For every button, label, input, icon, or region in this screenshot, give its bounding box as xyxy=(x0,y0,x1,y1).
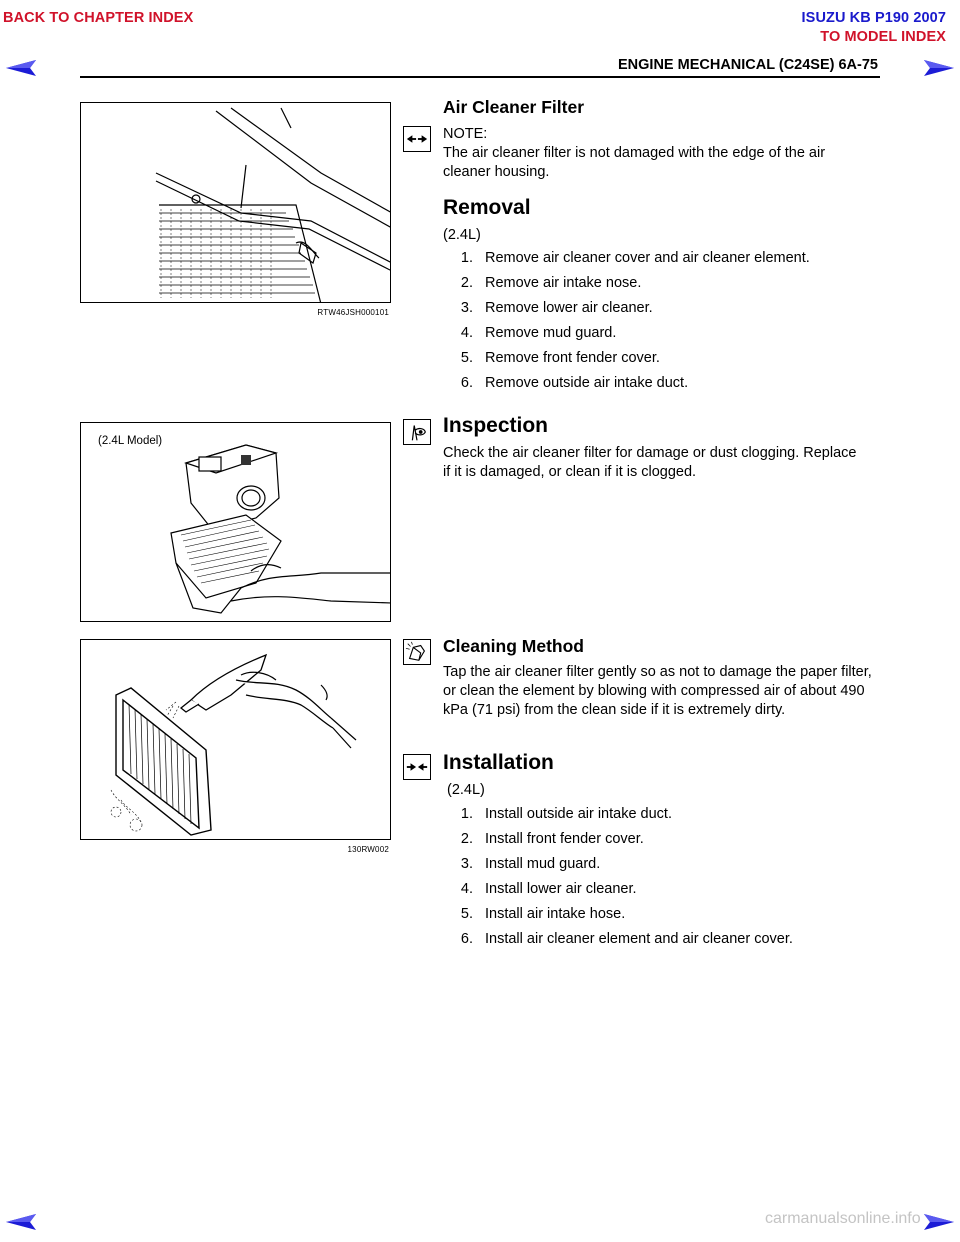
installation-steps xyxy=(443,806,883,956)
cleaning-method-heading: Cleaning Method xyxy=(443,636,584,656)
list-item: 5. Install air intake hose. xyxy=(460,906,626,922)
note-text: The air cleaner filter is not damaged with the edge of the air cleaner housing. xyxy=(443,145,826,180)
inspection-icon xyxy=(403,419,431,445)
list-item: 6. Install air cleaner element and air cleaner cover. xyxy=(460,931,793,947)
list-item: 1. Remove air cleaner cover and air cleaner element. xyxy=(460,250,810,266)
figure-caption: RTW46JSH000101 xyxy=(317,308,389,317)
cleaning-method-figure xyxy=(80,639,391,840)
watermark: carmanualsonline.info xyxy=(765,1210,921,1227)
air-cleaner-filter-edge-figure xyxy=(80,102,391,303)
back-to-chapter-index-link[interactable]: BACK TO CHAPTER INDEX xyxy=(3,10,194,26)
list-item: 1. Install outside air intake duct. xyxy=(460,806,672,822)
header-divider xyxy=(80,76,880,78)
list-item: 5. Remove front fender cover. xyxy=(460,350,660,366)
to-model-index-link[interactable]: TO MODEL INDEX xyxy=(820,29,946,45)
previous-page-bottom-arrow-icon[interactable] xyxy=(4,1212,38,1232)
list-item: 2. Remove air intake nose. xyxy=(460,275,642,291)
page-header-title: ENGINE MECHANICAL (C24SE) 6A-75 xyxy=(618,57,878,73)
cleaning-method-text: Tap the air cleaner filter gently so as not to damage the paper filter, or clean the element by blowing with compressed air of about 490 kPa (71 psi) from the clean side if it is extremely dirty. xyxy=(443,664,872,718)
installation-arrows-icon xyxy=(403,754,431,780)
installation-heading: Installation xyxy=(443,751,554,774)
list-item: 3. Remove lower air cleaner. xyxy=(460,300,653,316)
figure-caption: 130RW002 xyxy=(347,845,389,854)
list-item: 2. Install front fender cover. xyxy=(460,831,644,847)
list-item: 4. Remove mud guard. xyxy=(460,325,617,341)
air-cleaner-2-4l-model-figure xyxy=(80,422,391,622)
removal-subtitle: (2.4L) xyxy=(443,227,481,243)
removal-arrows-icon xyxy=(403,126,431,152)
installation-subtitle: (2.4L) xyxy=(447,782,485,798)
list-item: 3. Install mud guard. xyxy=(460,856,601,872)
next-page-arrow-icon[interactable] xyxy=(922,58,956,78)
cleaning-icon xyxy=(403,639,431,665)
air-cleaner-filter-heading: Air Cleaner Filter xyxy=(443,97,585,117)
model-title-link[interactable]: ISUZU KB P190 2007 xyxy=(801,10,946,26)
removal-heading: Removal xyxy=(443,196,531,219)
inspection-text: Check the air cleaner filter for damage or dust clogging. Replace if it is damaged, or clean if it is clogged. xyxy=(443,445,857,480)
removal-steps xyxy=(443,250,883,400)
note-label: NOTE: xyxy=(443,126,488,142)
figure-label: (2.4L Model) xyxy=(98,435,163,447)
list-item: 6. Remove outside air intake duct. xyxy=(460,375,689,391)
inspection-heading: Inspection xyxy=(443,414,549,437)
list-item: 4. Install lower air cleaner. xyxy=(460,881,637,897)
previous-page-arrow-icon[interactable] xyxy=(4,58,38,78)
next-page-bottom-arrow-icon[interactable] xyxy=(922,1212,956,1232)
